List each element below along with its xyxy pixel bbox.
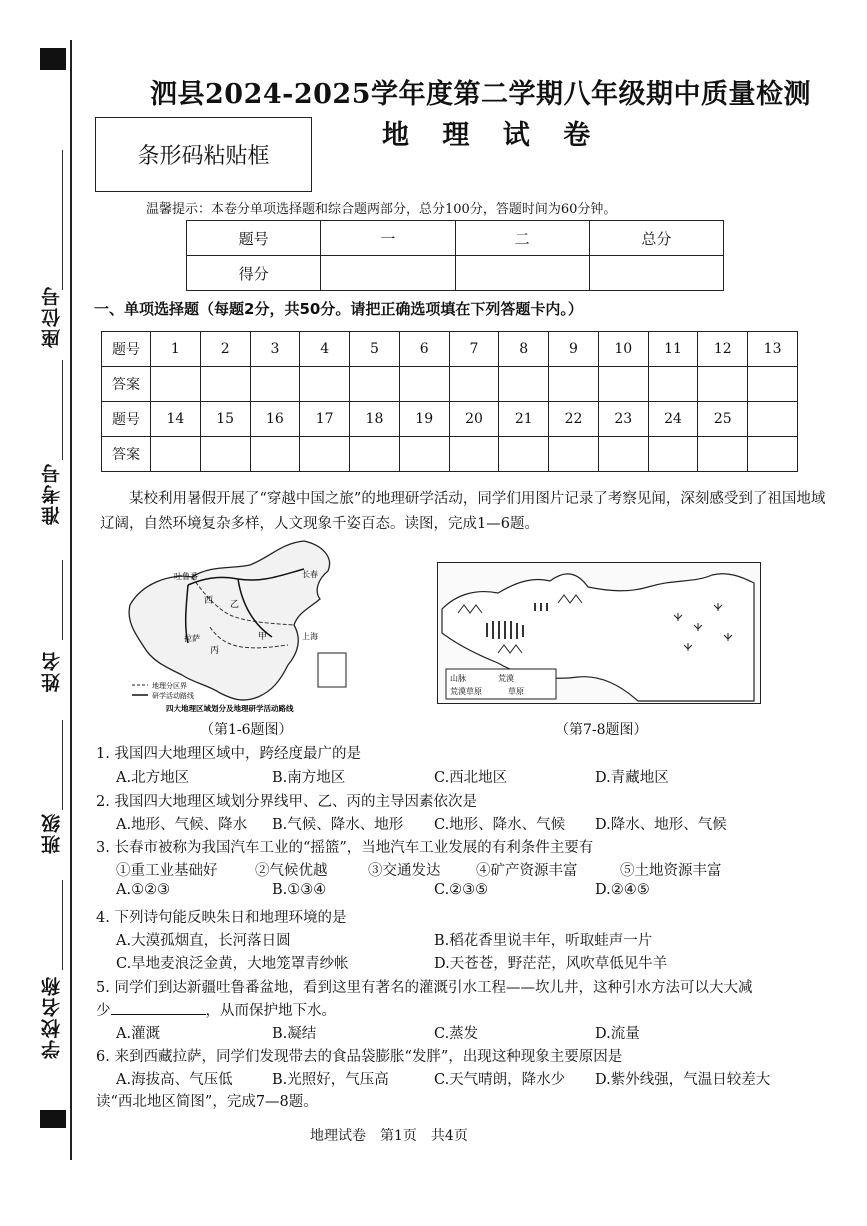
question-number-cell: 13 [748, 332, 798, 367]
map-label: 甲 [258, 632, 268, 642]
answer-cell[interactable] [598, 437, 648, 472]
answer-cell[interactable] [151, 437, 201, 472]
question-2-stem: 2. 我国四大地理区域划分界线甲、乙、丙的主导因素依次是 [96, 794, 477, 810]
q5-option-d[interactable]: D.流量 [595, 1026, 640, 1042]
answer-row-label: 答案 [102, 437, 151, 472]
map2-legend-desert: 荒漠 [498, 674, 514, 683]
answer-cell[interactable] [151, 367, 201, 402]
q3-option-a[interactable]: A.①②③ [116, 882, 171, 898]
answer-card [101, 331, 798, 472]
q3-item-5: ⑤土地资源丰富 [620, 863, 722, 879]
northwest-map-svg [438, 563, 760, 703]
q3-item-1: ①重工业基础好 [116, 863, 218, 879]
q6-option-c[interactable]: C.天气晴朗，降水少 [434, 1072, 566, 1088]
score-header-no: 题号 [187, 221, 321, 256]
binding-line [70, 40, 72, 1160]
answer-cell[interactable] [648, 367, 698, 402]
question-number-cell: 21 [499, 402, 549, 437]
question-4-stem: 4. 下列诗句能反映朱日和地理环境的是 [96, 910, 347, 926]
q3-item-3: ③交通发达 [368, 863, 441, 879]
answer-row-label: 题号 [102, 332, 151, 367]
answer-cell[interactable] [300, 367, 350, 402]
question-5-stem: 5. 同学们到达新疆吐鲁番盆地，看到这里有著名的灌溉引水工程——坎儿井，这种引水方法可以大大减 [96, 980, 753, 996]
lead-7-8: 读“西北地区简图”，完成7—8题。 [96, 1094, 318, 1110]
answer-cell[interactable] [499, 367, 549, 402]
china-outline [129, 541, 329, 700]
q1-option-c[interactable]: C.西北地区 [434, 770, 508, 786]
school-line [62, 880, 63, 970]
intro-paragraph: 某校利用暑假开展了“穿越中国之旅”的地理研学活动，同学们用图片记录了考察见闻，深刻感受到了祖国地域辽阔，自然环境复杂多样，人文现象千姿百态。读图，完成1—6题。 [100, 491, 826, 532]
answer-cell[interactable] [549, 437, 599, 472]
answer-cell[interactable] [549, 367, 599, 402]
score-row-label: 得分 [187, 256, 321, 291]
question-number-cell: 22 [549, 402, 599, 437]
answer-row-label: 答案 [102, 367, 151, 402]
corner-mark-bottom [40, 1110, 66, 1128]
question-number-cell: 5 [350, 332, 400, 367]
question-number-cell: 15 [200, 402, 250, 437]
exam-title: 泗县2024-2025学年度第二学期八年级期中质量检测 [150, 79, 811, 110]
map1-caption: （第1-6题图） [200, 722, 293, 738]
map-label: 上海 [302, 632, 318, 641]
map-label: 长春 [302, 570, 318, 579]
barcode-box: 条形码粘贴框 [95, 117, 312, 192]
map-label: 西 [204, 596, 214, 606]
question-number-cell: 25 [698, 402, 748, 437]
score-cell[interactable] [589, 256, 723, 291]
side-label-class: 班级 [41, 812, 63, 854]
q5-option-a[interactable]: A.灌溉 [116, 1026, 161, 1042]
score-cell[interactable] [455, 256, 589, 291]
question-number-cell: 7 [449, 332, 499, 367]
northwest-map [437, 562, 761, 704]
question-number-cell: 3 [250, 332, 300, 367]
answer-cell[interactable] [250, 367, 300, 402]
map2-caption: （第7-8题图） [555, 722, 648, 738]
question-number-cell: 1 [151, 332, 201, 367]
q3-item-2: ②气候优越 [255, 863, 328, 879]
answer-cell[interactable] [350, 367, 400, 402]
answer-cell[interactable] [598, 367, 648, 402]
answer-cell[interactable] [748, 437, 798, 472]
question-number-cell: 17 [300, 402, 350, 437]
q5-stem-pre: 少 [96, 1003, 111, 1019]
question-5-stem-cont [96, 999, 336, 1020]
q1-option-a[interactable]: A.北方地区 [116, 770, 190, 786]
question-number-cell: 12 [698, 332, 748, 367]
question-1-stem: 1. 我国四大地理区域中，跨经度最广的是 [96, 746, 361, 762]
question-number-cell: 24 [648, 402, 698, 437]
answer-cell[interactable] [748, 367, 798, 402]
q6-option-a[interactable]: A.海拔高、气压低 [116, 1072, 233, 1088]
map2-legend-steppe: 草原 [508, 687, 524, 696]
q3-option-c[interactable]: C.②③⑤ [434, 882, 489, 898]
answer-row-label: 题号 [102, 402, 151, 437]
map1-title: 四大地理区域划分及地理研学活动路线 [166, 704, 294, 713]
question-number-cell: 11 [648, 332, 698, 367]
q6-option-d[interactable]: D.紫外线强，气温日较差大 [595, 1072, 771, 1088]
q5-stem-post: ，从而保护地下水。 [205, 1003, 336, 1019]
question-number-cell: 4 [300, 332, 350, 367]
q6-option-b[interactable]: B.光照好，气压高 [272, 1072, 389, 1088]
exam-no-line [62, 360, 63, 460]
question-number-cell: 20 [449, 402, 499, 437]
question-number-cell: 8 [499, 332, 549, 367]
answer-cell[interactable] [200, 367, 250, 402]
map-label: 乙 [230, 600, 240, 610]
exam-tip: 温馨提示：本卷分单项选择题和综合题两部分，总分100分，答题时间为60分钟。 [146, 202, 617, 217]
q5-option-c[interactable]: C.蒸发 [434, 1026, 479, 1042]
map-label: 拉萨 [184, 634, 200, 643]
seat-line [62, 150, 63, 290]
side-label-school: 学校名称 [41, 975, 63, 1059]
map-label: 丙 [210, 646, 220, 656]
china-regions-map [122, 535, 350, 717]
q2-option-d[interactable]: D.降水、地形、气候 [595, 817, 727, 833]
q4-option-c[interactable]: C.旱地麦浪泛金黄，大地笼罩青纱帐 [116, 956, 349, 972]
question-number-cell: 9 [549, 332, 599, 367]
question-6-stem: 6. 来到西藏拉萨，同学们发现带去的食品袋膨胀“发胖”，出现这种现象主要原因是 [96, 1049, 623, 1065]
answer-cell[interactable] [449, 367, 499, 402]
answer-cell[interactable] [698, 437, 748, 472]
class-line [62, 720, 63, 810]
south-sea-inset [318, 653, 346, 687]
question-number-cell [748, 402, 798, 437]
q4-option-d[interactable]: D.天苍苍，野茫茫，风吹草低见牛羊 [434, 956, 668, 972]
question-number-cell: 18 [350, 402, 400, 437]
q3-option-b[interactable]: B.①③④ [272, 882, 327, 898]
answer-cell[interactable] [499, 437, 549, 472]
answer-cell[interactable] [399, 367, 449, 402]
side-label-seat: 座位号 [41, 285, 63, 348]
answer-cell[interactable] [648, 437, 698, 472]
q3-item-4: ④矿产资源丰富 [476, 863, 578, 879]
question-number-cell: 10 [598, 332, 648, 367]
section1-heading: 一、单项选择题（每题2分，共50分。请把正确选项填在下列答题卡内。） [94, 300, 583, 318]
answer-cell[interactable] [350, 437, 400, 472]
question-number-cell: 16 [250, 402, 300, 437]
q5-option-b[interactable]: B.凝结 [272, 1026, 317, 1042]
answer-cell[interactable] [300, 437, 350, 472]
map-legend-boundary: 地理分区界 [152, 682, 187, 690]
question-number-cell: 2 [200, 332, 250, 367]
q5-answer-blank[interactable] [111, 1000, 206, 1015]
name-line [62, 560, 63, 640]
score-header-2: 二 [455, 221, 589, 256]
answer-cell[interactable] [698, 367, 748, 402]
q1-option-d[interactable]: D.青藏地区 [595, 770, 669, 786]
q1-option-b[interactable]: B.南方地区 [272, 770, 346, 786]
q4-option-b[interactable]: B.稻花香里说丰年，听取蛙声一片 [434, 933, 653, 949]
side-label-name: 姓名 [41, 650, 63, 692]
q3-option-d[interactable]: D.②④⑤ [595, 882, 650, 898]
answer-cell[interactable] [250, 437, 300, 472]
score-table [186, 220, 724, 291]
question-3-stem: 3. 长春市被称为我国汽车工业的“摇篮”，当地汽车工业发展的有利条件主要有 [96, 840, 594, 856]
side-label-exam-no: 准考号 [41, 462, 63, 525]
question-number-cell: 6 [399, 332, 449, 367]
question-number-cell: 19 [399, 402, 449, 437]
q2-option-a[interactable]: A.地形、气候、降水 [116, 817, 248, 833]
answer-cell[interactable] [200, 437, 250, 472]
map-label: 吐鲁番 [174, 572, 198, 581]
answer-cell[interactable] [399, 437, 449, 472]
exam-subtitle: 地 理 试 卷 [382, 120, 603, 151]
corner-mark-top [40, 48, 66, 70]
map2-legend-mountain: 山脉 [450, 674, 466, 683]
score-cell[interactable] [321, 256, 455, 291]
q2-option-c[interactable]: C.地形、降水、气候 [434, 817, 566, 833]
map-legend-route: 研学活动路线 [152, 692, 194, 700]
answer-cell[interactable] [449, 437, 499, 472]
q2-option-b[interactable]: B.气候、降水、地形 [272, 817, 404, 833]
question-number-cell: 14 [151, 402, 201, 437]
map2-legend-desert-steppe: 荒漠草原 [450, 687, 482, 696]
score-header-total: 总分 [589, 221, 723, 256]
page-footer: 地理试卷 第1页 共4页 [310, 1128, 468, 1144]
q4-option-a[interactable]: A.大漠孤烟直，长河落日圆 [116, 933, 291, 949]
score-header-1: 一 [321, 221, 455, 256]
question-number-cell: 23 [598, 402, 648, 437]
